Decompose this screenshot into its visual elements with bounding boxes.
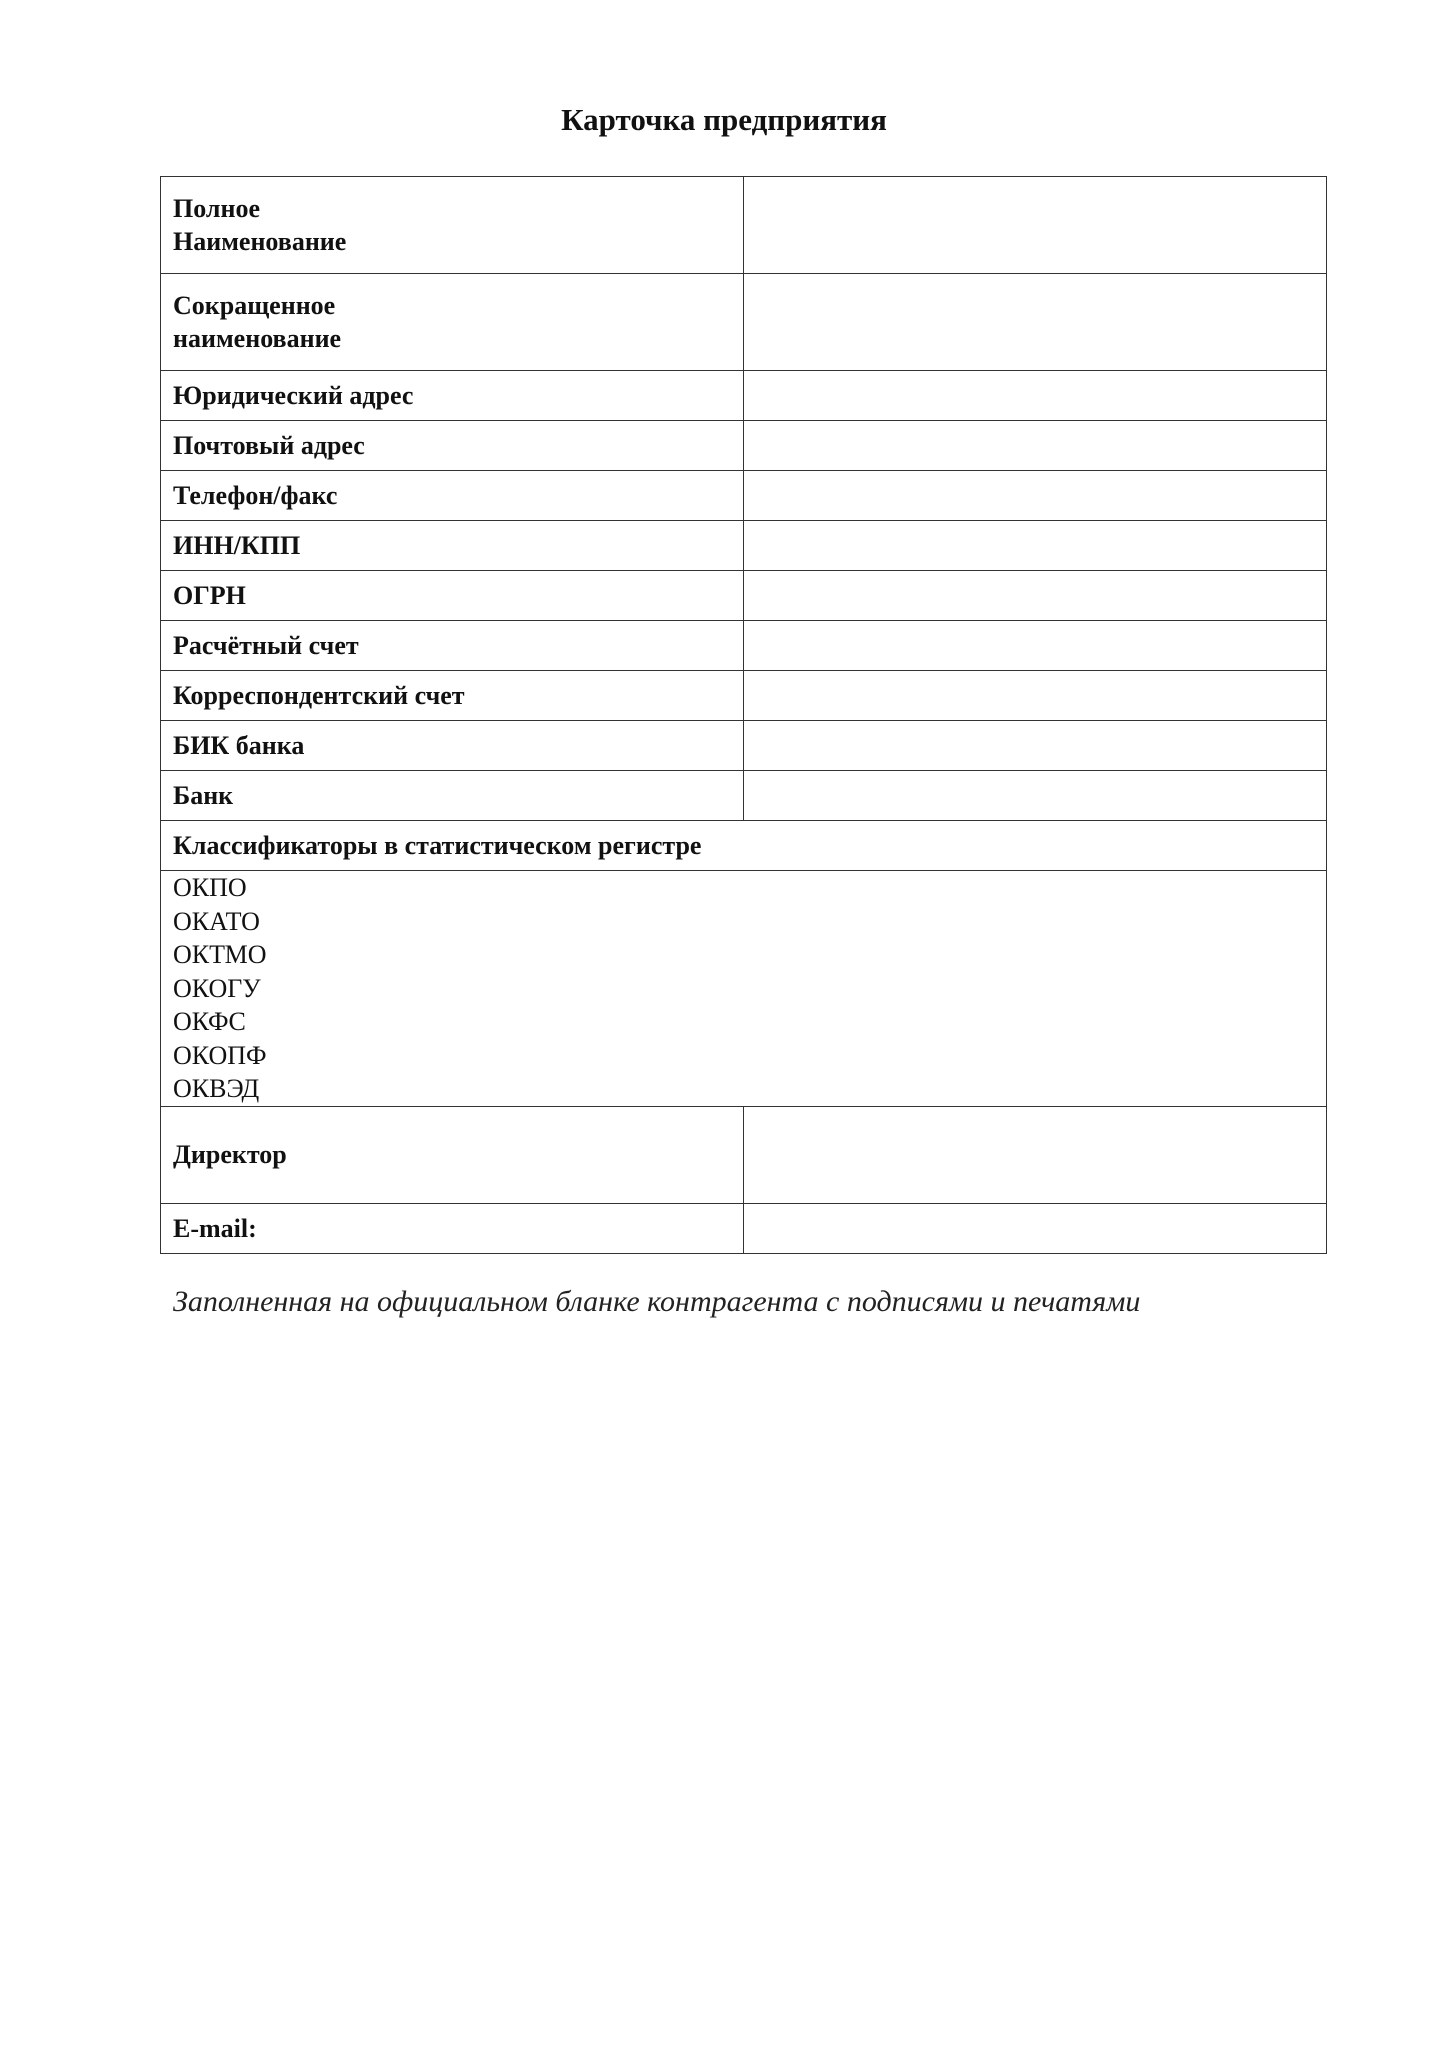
label-line: Полное xyxy=(173,193,260,223)
classifier-okogu: ОКОГУ xyxy=(173,973,261,1003)
correspondent-account-value[interactable] xyxy=(744,671,1327,721)
table-row xyxy=(161,721,1327,771)
company-card-table xyxy=(160,176,1327,1254)
inn-kpp-label: ИНН/КПП xyxy=(161,521,744,571)
table-row xyxy=(161,571,1327,621)
label-line: наименование xyxy=(173,324,342,353)
classifier-okfs: ОКФС xyxy=(173,1007,246,1037)
table-row xyxy=(161,621,1327,671)
email-value[interactable] xyxy=(744,1204,1327,1254)
settlement-account-label: Расчётный счет xyxy=(161,621,744,671)
postal-address-value[interactable] xyxy=(744,421,1327,471)
table-row xyxy=(161,871,1327,1107)
table-row xyxy=(161,177,1327,274)
bank-bik-value[interactable] xyxy=(744,721,1327,771)
director-label: Директор xyxy=(161,1107,744,1204)
table-row xyxy=(161,671,1327,721)
ogrn-label: ОГРН xyxy=(161,571,744,621)
email-label: E-mail: xyxy=(161,1204,744,1254)
short-name-label xyxy=(161,274,744,371)
table-row xyxy=(161,471,1327,521)
classifier-oktmo: ОКТМО xyxy=(173,940,267,970)
full-name-value[interactable] xyxy=(744,177,1327,274)
classifiers-list[interactable] xyxy=(161,871,1327,1107)
table-row xyxy=(161,521,1327,571)
settlement-account-value[interactable] xyxy=(744,621,1327,671)
classifier-okato: ОКАТО xyxy=(173,906,260,936)
classifier-okved: ОКВЭД xyxy=(173,1074,260,1104)
bank-bik-label: БИК банка xyxy=(161,721,744,771)
phone-fax-value[interactable] xyxy=(744,471,1327,521)
classifier-okpo: ОКПО xyxy=(173,873,247,903)
table-row xyxy=(161,1107,1327,1204)
footer-note: Заполненная на официальном бланке контрагента с подписями и печатями xyxy=(173,1285,1141,1318)
table-row xyxy=(161,771,1327,821)
bank-label: Банк xyxy=(161,771,744,821)
table-row xyxy=(161,274,1327,371)
short-name-value[interactable] xyxy=(744,274,1327,371)
classifier-okopf: ОКОПФ xyxy=(173,1040,267,1070)
table-row xyxy=(161,1204,1327,1254)
table-row xyxy=(161,821,1327,871)
director-value[interactable] xyxy=(744,1107,1327,1204)
inn-kpp-value[interactable] xyxy=(744,521,1327,571)
classifiers-header: Классификаторы в статистическом регистре xyxy=(161,821,1327,871)
legal-address-label: Юридический адрес xyxy=(161,371,744,421)
ogrn-value[interactable] xyxy=(744,571,1327,621)
full-name-label xyxy=(161,177,744,274)
bank-value[interactable] xyxy=(744,771,1327,821)
document-title: Карточка предприятия xyxy=(561,102,887,137)
phone-fax-label: Телефон/факс xyxy=(161,471,744,521)
table-row xyxy=(161,421,1327,471)
table-row xyxy=(161,371,1327,421)
postal-address-label: Почтовый адрес xyxy=(161,421,744,471)
label-line: Сокращенное xyxy=(173,290,336,320)
label-line: Наименование xyxy=(173,227,347,256)
correspondent-account-label: Корреспондентский счет xyxy=(161,671,744,721)
legal-address-value[interactable] xyxy=(744,371,1327,421)
